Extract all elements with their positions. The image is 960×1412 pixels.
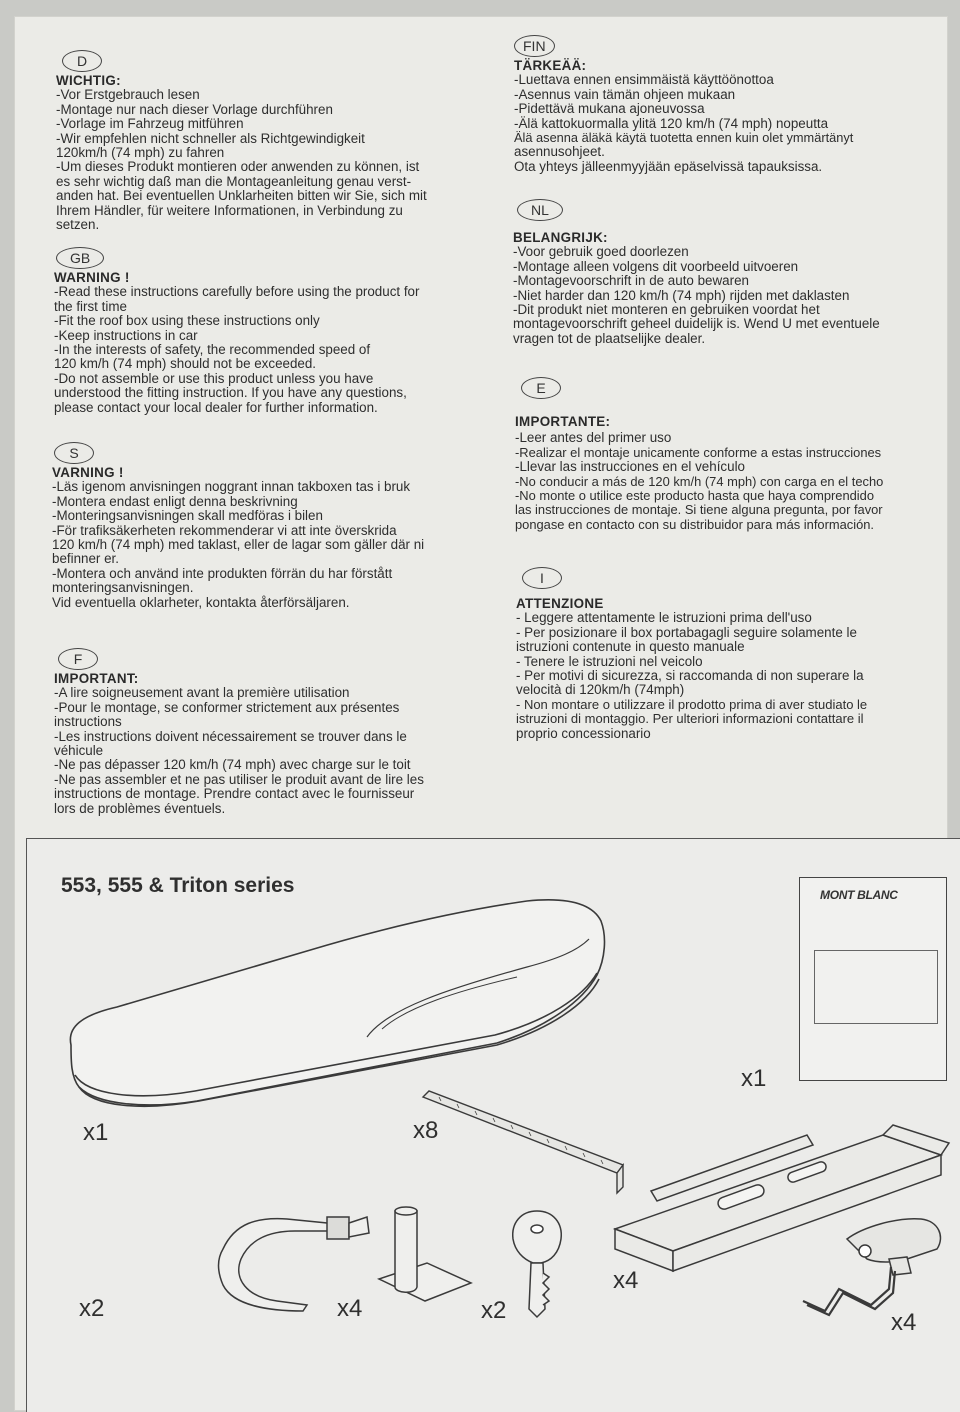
- qty-instruction-manual: x1: [741, 1065, 767, 1092]
- text-line: 120km/h (74 mph) zu fahren: [56, 145, 225, 161]
- text-line: istruzioni di montaggio. Per ulteriori informazioni contattare il: [516, 711, 864, 727]
- section-nl: [513, 199, 953, 346]
- language-badge-fin: FIN: [514, 35, 555, 57]
- text-line: -Asennus vain tämän ohjeen mukaan: [514, 86, 736, 102]
- section-i: [516, 567, 956, 741]
- section-e: [515, 377, 957, 532]
- clamp-bracket-drawing: [847, 1219, 940, 1275]
- qty-t-bolt: x4: [337, 1295, 363, 1322]
- text-line: - Leggere attentamente le istruzioni prima dell'uso: [516, 610, 812, 626]
- text-line: -Fit the roof box using these instructions only: [54, 313, 320, 329]
- qty-fitting-strip: x8: [413, 1117, 439, 1144]
- text-line: -Montera och använd inte produkten förrän du har förstått: [52, 565, 393, 581]
- text-line: -Vorlage im Fahrzeug mitführen: [56, 116, 244, 132]
- section-heading: WICHTIG:: [56, 73, 121, 88]
- section-lines: [56, 88, 476, 232]
- section-heading: IMPORTANTE:: [515, 414, 611, 429]
- text-line: -Monteringsanvisningen skall medföras i bilen: [52, 508, 323, 524]
- language-badge-s: S: [54, 442, 94, 464]
- text-line: pongase en contacto con su distribuidor para más información.: [515, 516, 874, 532]
- text-line: asennusohjeet.: [514, 144, 605, 160]
- section-heading: IMPORTANT:: [54, 671, 139, 686]
- text-line: Vid eventuella oklarheter, kontakta återförsäljaren.: [52, 594, 350, 610]
- text-line: -Niet harder dan 120 km/h (74 mph) rijden met daklasten: [513, 287, 850, 303]
- section-heading: WARNING !: [54, 270, 130, 285]
- qty-key: x2: [481, 1297, 507, 1324]
- text-line: the first time: [54, 298, 127, 314]
- text-line: -Vor Erstgebrauch lesen: [56, 87, 200, 103]
- text-line: -Älä kattokuormalla ylitä 120 km/h (74 mph) nopeutta: [514, 115, 829, 131]
- text-line: - Non montare o utilizzare il prodotto prima di aver studiato le: [516, 696, 868, 712]
- section-de: [56, 50, 476, 232]
- text-line: -Dit produkt niet monteren en gebruiken voordat het: [513, 302, 820, 318]
- section-heading: ATTENZIONE: [516, 596, 604, 611]
- series-title: 553, 555 & Triton series: [61, 874, 295, 897]
- text-line: -Montera endast enligt denna beskrivning: [52, 493, 298, 509]
- text-line: istruzioni contenute in questo manuale: [516, 639, 745, 655]
- text-line: -Um dieses Produkt montieren oder anwenden zu können, ist: [56, 159, 420, 175]
- text-line: lors de problèmes éventuels.: [54, 800, 226, 816]
- section-f: [54, 648, 484, 816]
- text-line: -In the interests of safety, the recommended speed of: [54, 342, 371, 358]
- text-line: montagevoorschrift geheel duidelijk is. Wend U met eventuele: [513, 316, 880, 332]
- text-line: -Montagevoorschrift in de auto bewaren: [513, 273, 749, 289]
- text-line: -Ne pas dépasser 120 km/h (74 mph) avec charge sur le toit: [54, 757, 411, 773]
- language-badge-f: F: [58, 648, 98, 670]
- text-line: -Voor gebruik goed doorlezen: [513, 244, 689, 260]
- section-heading: TÄRKEÄÄ:: [514, 58, 587, 73]
- text-line: -Pour le montage, se conformer strictement aux présentes: [54, 699, 400, 715]
- text-line: -Do not assemble or use this product unless you have: [54, 370, 374, 386]
- section-lines: [516, 611, 956, 741]
- text-line: Ota yhteys jälleenmyyjään epäselvissä tapauksissa.: [514, 158, 823, 174]
- key-drawing: [513, 1211, 562, 1317]
- text-line: instructions: [54, 714, 122, 730]
- text-line: anden hat. Bei eventuellen Unklarheiten bitten wir Sie, sich mit: [56, 188, 427, 204]
- text-line: -A lire soigneusement avant la première utilisation: [54, 685, 350, 701]
- parts-diagram: [26, 838, 960, 1412]
- section-heading: BELANGRIJK:: [513, 230, 608, 245]
- instruction-manual-drawing: [799, 877, 947, 1081]
- text-line: es sehr wichtig daß man die Montageanleitung genau verst-: [56, 173, 412, 189]
- t-bolt-drawing: [379, 1207, 471, 1301]
- text-line: 120 km/h (74 mph) med taklast, eller de lagar som gäller där ni: [52, 537, 425, 553]
- manual-brand-logo: MONT BLANC: [820, 888, 898, 902]
- language-badge-i: I: [522, 567, 562, 589]
- text-line: Älä asenna äläkä käytä tuotetta ennen kuin olet ymmärtänyt: [514, 130, 854, 146]
- language-badge-e: E: [521, 377, 561, 399]
- language-badge-d: D: [62, 50, 102, 72]
- roof-box-drawing: [70, 900, 604, 1106]
- text-line: proprio concessionario: [516, 725, 651, 741]
- section-lines: [515, 431, 957, 532]
- text-line: -Montage nur nach dieser Vorlage durchführen: [56, 101, 333, 117]
- text-line: -Luettava ennen ensimmäistä käyttöönottoa: [514, 72, 774, 88]
- text-line: instructions de montage. Prendre contact avec le fournisseur: [54, 786, 415, 802]
- text-line: befinner er.: [52, 551, 119, 567]
- text-line: las instrucciones de montaje. Si tiene alguna pregunta, por favor: [515, 502, 883, 518]
- text-line: - Per motivi di sicurezza, si raccomanda di non superare la: [516, 668, 864, 684]
- section-gb: [54, 247, 484, 415]
- text-line: monteringsanvisningen.: [52, 580, 194, 596]
- qty-mounting-plate: x4: [613, 1267, 639, 1294]
- qty-u-bolt: x4: [891, 1309, 917, 1336]
- text-line: -Les instructions doivent nécessairement se trouver dans le: [54, 728, 407, 744]
- qty-roof-box: x1: [83, 1119, 109, 1146]
- language-badge-gb: GB: [56, 247, 104, 269]
- text-line: -Leer antes del primer uso: [515, 430, 672, 446]
- text-line: vragen tot de plaatselijke dealer.: [513, 330, 706, 346]
- text-line: -Llevar las instrucciones en el vehículo: [515, 459, 745, 475]
- fitting-strip-drawing: [423, 1091, 623, 1193]
- text-line: -Läs igenom anvisningen noggrant innan takboxen tas i bruk: [52, 479, 411, 495]
- section-lines: [52, 480, 482, 610]
- text-line: -Realizar el montaje unicamente conforme a estas instrucciones: [515, 444, 882, 460]
- text-line: -Montage alleen volgens dit voorbeeld uitvoeren: [513, 258, 799, 274]
- text-line: -Read these instructions carefully before using the product for: [54, 284, 420, 300]
- section-lines: [54, 686, 484, 816]
- text-line: -No conducir a más de 120 km/h (74 mph) con carga en el techo: [515, 473, 884, 489]
- text-line: -Wir empfehlen nicht schneller als Richtgewindigkeit: [56, 130, 365, 146]
- text-line: velocità di 120km/h (74mph): [516, 682, 685, 698]
- text-line: Ihrem Händler, für weitere Informationen, in Verbindung zu: [56, 202, 403, 218]
- qty-strap: x2: [79, 1295, 105, 1322]
- u-bolt-drawing: [803, 1267, 895, 1315]
- text-line: understood the fitting instruction. If you have any questions,: [54, 385, 407, 401]
- text-line: please contact your local dealer for further information.: [54, 399, 378, 415]
- text-line: -Keep instructions in car: [54, 327, 198, 343]
- section-s: [52, 442, 482, 610]
- text-line: - Per posizionare il box portabagagli seguire solamente le: [516, 624, 857, 640]
- section-fin: [514, 35, 944, 174]
- text-line: -No monte o utilice este producto hasta que haya comprendido: [515, 488, 875, 504]
- section-lines: [513, 245, 953, 346]
- section-heading: VARNING !: [52, 465, 124, 480]
- section-lines: [54, 285, 484, 415]
- text-line: 120 km/h (74 mph) should not be exceeded.: [54, 356, 317, 372]
- text-line: véhicule: [54, 743, 104, 759]
- text-line: -För trafiksäkerheten rekommenderar vi att inte överskrida: [52, 522, 397, 538]
- text-line: setzen.: [56, 217, 100, 233]
- section-lines: [514, 73, 944, 174]
- text-line: -Ne pas assembler et ne pas utiliser le produit avant de lire les: [54, 771, 424, 787]
- manual-illustration-box: [814, 950, 938, 1024]
- text-line: -Pidettävä mukana ajoneuvossa: [514, 101, 705, 117]
- language-badge-nl: NL: [517, 199, 563, 221]
- text-line: - Tenere le istruzioni nel veicolo: [516, 653, 703, 669]
